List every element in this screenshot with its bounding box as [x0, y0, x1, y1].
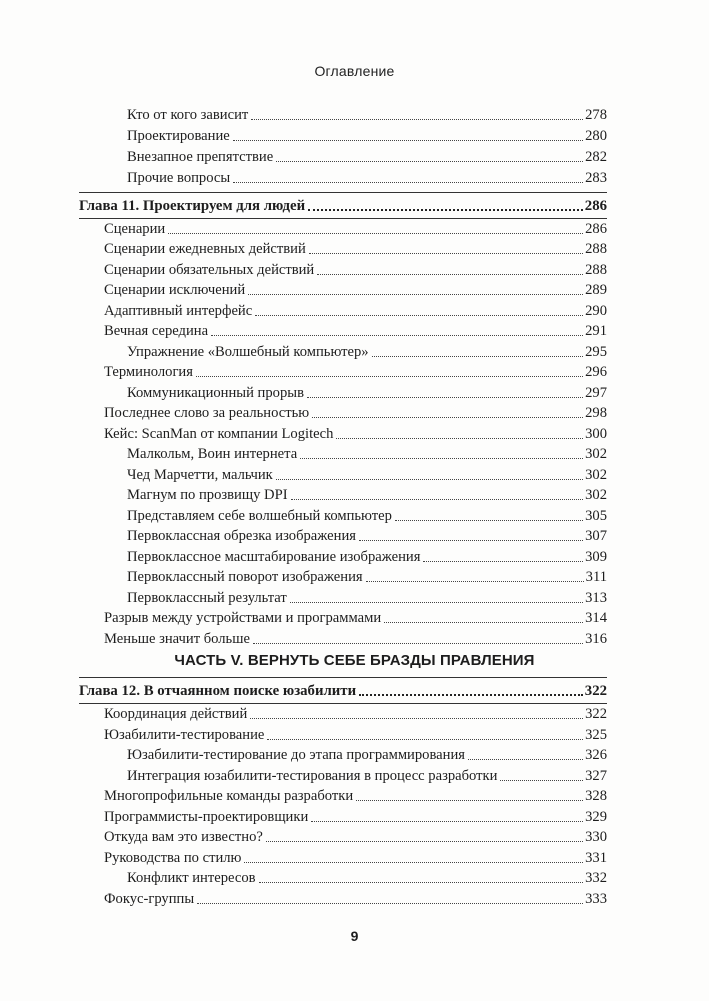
- toc-entry-title: Руководства по стилю: [104, 850, 242, 866]
- toc-entry: [127, 485, 607, 505]
- toc-entry-page: 297: [585, 385, 607, 401]
- toc-entry-page: 286: [585, 221, 607, 237]
- toc-leader: [253, 643, 583, 644]
- toc-entry-page: 326: [585, 747, 607, 763]
- toc-entry-title: Прочие вопросы: [127, 170, 231, 186]
- toc-entry: [127, 444, 607, 464]
- toc-entry-page: 314: [585, 610, 607, 626]
- toc-leader: [211, 335, 583, 336]
- toc-entry-title: Меньше значит больше: [104, 631, 250, 647]
- toc-leader: [356, 800, 583, 801]
- toc-entry-page: 278: [585, 107, 607, 123]
- toc-entry: [127, 105, 607, 125]
- chapter-rule: [79, 192, 607, 193]
- toc-leader: [255, 315, 583, 316]
- toc-entry-title: Чед Марчетти, мальчик: [127, 467, 273, 483]
- toc-entry-page: 302: [585, 487, 607, 503]
- toc-leader: [311, 821, 583, 822]
- toc-entry-page: 332: [585, 870, 607, 886]
- toc-leader: [250, 718, 583, 719]
- toc-entry: [127, 465, 607, 485]
- toc-entry-title: Кто от кого зависит: [127, 107, 249, 123]
- toc-entry: [127, 342, 607, 362]
- toc-leader: [168, 233, 583, 234]
- toc-leader: [372, 356, 584, 357]
- toc-entry: [104, 704, 607, 724]
- toc-entry-title: Интеграция юзабилити-тестирования в процесс разработки: [127, 768, 498, 784]
- toc-entry: [104, 403, 607, 423]
- toc-entry-title: Упражнение «Волшебный компьютер»: [127, 344, 369, 360]
- toc-entry: [104, 629, 607, 649]
- toc-entry-title: Фокус-группы: [104, 891, 195, 907]
- toc-entry-page: 330: [585, 829, 607, 845]
- toc-entry-title: Конфликт интересов: [127, 870, 256, 886]
- toc-entry-title: Малкольм, Воин интернета: [127, 446, 298, 462]
- toc-leader: [251, 119, 583, 120]
- toc-leader: [423, 561, 583, 562]
- toc-entry: [104, 827, 607, 847]
- toc-leader: [276, 161, 583, 162]
- toc-entry-title: Первоклассный результат: [127, 590, 287, 606]
- page-number: 9: [350, 928, 359, 944]
- toc-entry-page: 331: [585, 850, 607, 866]
- toc-leader: [384, 622, 583, 623]
- toc-entry-page: 322: [584, 683, 607, 699]
- toc-entry: [104, 786, 607, 806]
- toc-leader: [259, 882, 584, 883]
- toc-leader: [300, 458, 583, 459]
- toc-entry-page: 291: [585, 323, 607, 339]
- toc-leader: [395, 520, 583, 521]
- toc-entry-title: Юзабилити-тестирование: [104, 727, 265, 743]
- toc-leader: [312, 417, 583, 418]
- toc-entry-title: Вечная середина: [104, 323, 209, 339]
- toc-entry-title: Представляем себе волшебный компьютер: [127, 508, 392, 524]
- toc-entry: [104, 807, 607, 827]
- toc-leader: [290, 602, 583, 603]
- chapter-rule: [79, 677, 607, 678]
- toc-entry: [127, 526, 607, 546]
- toc-leader: [359, 694, 583, 696]
- toc-entry: [104, 280, 607, 300]
- toc-leader: [197, 903, 583, 904]
- toc-entry-page: 311: [585, 569, 607, 585]
- toc-entry-page: 307: [585, 528, 607, 544]
- toc-entry-title: Разрыв между устройствами и программами: [104, 610, 382, 626]
- toc-entry-page: 289: [585, 282, 607, 298]
- toc-entry: [104, 725, 607, 745]
- toc-leader: [267, 739, 583, 740]
- toc-leader: [233, 140, 583, 141]
- toc-entry-title: Первоклассная обрезка изображения: [127, 528, 356, 544]
- toc-entry-page: 327: [585, 768, 607, 784]
- toc-entry-title: Последнее слово за реальностью: [104, 405, 310, 421]
- toc-entry: [104, 608, 607, 628]
- toc-leader: [366, 581, 584, 582]
- toc-leader: [233, 182, 583, 183]
- toc-leader: [248, 294, 583, 295]
- toc-entry-title: Глава 11. Проектируем для людей: [79, 198, 306, 214]
- toc-entry: [127, 383, 607, 403]
- toc-entry-title: Первоклассный поворот изображения: [127, 569, 363, 585]
- toc-entry: [104, 321, 607, 341]
- toc-entry-page: 282: [585, 149, 607, 165]
- toc-entry-page: 302: [585, 467, 607, 483]
- toc-entry-title: Сценарии исключений: [104, 282, 246, 298]
- toc-entry-page: 283: [585, 170, 607, 186]
- toc-entry-title: Сценарии обязательных действий: [104, 262, 315, 278]
- toc-leader: [468, 759, 583, 760]
- toc-entry-page: 286: [584, 198, 607, 214]
- toc-entry: [127, 147, 607, 167]
- toc-entry: [127, 766, 607, 786]
- toc-entry-page: 295: [585, 344, 607, 360]
- toc-entry-title: Кейс: ScanMan от компании Logitech: [104, 426, 334, 442]
- toc-entry: [104, 301, 607, 321]
- toc-entry-title: Первоклассное масштабирование изображения: [127, 549, 421, 565]
- toc-entry-title: Магнум по прозвищу DPI: [127, 487, 288, 503]
- toc-chapter-entry: [79, 196, 607, 216]
- toc-entry-page: 333: [585, 891, 607, 907]
- toc-leader: [336, 438, 583, 439]
- toc-entry: [104, 848, 607, 868]
- toc-entry-page: 298: [585, 405, 607, 421]
- toc-leader: [266, 841, 583, 842]
- toc-entry: [127, 567, 607, 587]
- toc-entry-page: 288: [585, 241, 607, 257]
- toc-leader: [500, 780, 583, 781]
- toc-entry: [127, 745, 607, 765]
- toc-entry-title: Многопрофильные команды разработки: [104, 788, 354, 804]
- toc-leader: [291, 499, 584, 500]
- toc-entry-title: Терминология: [104, 364, 193, 380]
- toc-entry-page: 302: [585, 446, 607, 462]
- toc-leader: [276, 479, 583, 480]
- toc-entry-title: Коммуникационный прорыв: [127, 385, 304, 401]
- toc-leader: [196, 376, 583, 377]
- toc-entry-page: 316: [585, 631, 607, 647]
- toc-entry: [104, 889, 607, 909]
- toc-leader: [244, 862, 583, 863]
- toc-entry-page: 329: [585, 809, 607, 825]
- toc-entry: [127, 588, 607, 608]
- toc-leader: [307, 397, 583, 398]
- toc-leader: [309, 253, 583, 254]
- toc-entry: [104, 260, 607, 280]
- toc-entry-title: Координация действий: [104, 706, 248, 722]
- toc-entry-page: 300: [585, 426, 607, 442]
- toc-entry-page: 290: [585, 303, 607, 319]
- toc-leader: [359, 540, 583, 541]
- toc-entry-page: 322: [585, 706, 607, 722]
- running-header: Оглавление: [314, 63, 395, 79]
- toc-entry-page: 313: [585, 590, 607, 606]
- toc-entry-title: Проектирование: [127, 128, 230, 144]
- toc-entry-title: Сценарии ежедневных действий: [104, 241, 306, 257]
- toc-entry: [104, 219, 607, 239]
- toc-entry: [127, 868, 607, 888]
- toc-entry: [127, 506, 607, 526]
- toc-entry-page: 288: [585, 262, 607, 278]
- toc-entry-page: 305: [585, 508, 607, 524]
- toc-entry-title: Адаптивный интерфейс: [104, 303, 253, 319]
- toc-entry-title: Программисты-проектировщики: [104, 809, 309, 825]
- toc-entry-title: Глава 12. В отчаянном поиске юзабилити: [79, 683, 357, 699]
- toc-entry: [127, 126, 607, 146]
- part-heading: ЧАСТЬ V. ВЕРНУТЬ СЕБЕ БРАЗДЫ ПРАВЛЕНИЯ: [174, 652, 535, 669]
- toc-entry: [104, 239, 607, 259]
- toc-entry-title: Откуда вам это известно?: [104, 829, 263, 845]
- toc-leader: [308, 209, 583, 211]
- toc-entry-title: Внезапное препятствие: [127, 149, 274, 165]
- toc-chapter-entry: [79, 681, 607, 701]
- toc-leader: [317, 274, 583, 275]
- toc-entry-page: 325: [585, 727, 607, 743]
- toc-entry: [104, 424, 607, 444]
- toc-entry-page: 328: [585, 788, 607, 804]
- toc-entry: [127, 168, 607, 188]
- toc-entry-page: 296: [585, 364, 607, 380]
- toc-entry-title: Сценарии: [104, 221, 166, 237]
- toc-entry: [104, 362, 607, 382]
- toc-entry-title: Юзабилити-тестирование до этапа программирования: [127, 747, 465, 763]
- toc-entry-page: 309: [585, 549, 607, 565]
- toc-entry: [127, 547, 607, 567]
- toc-entry-page: 280: [585, 128, 607, 144]
